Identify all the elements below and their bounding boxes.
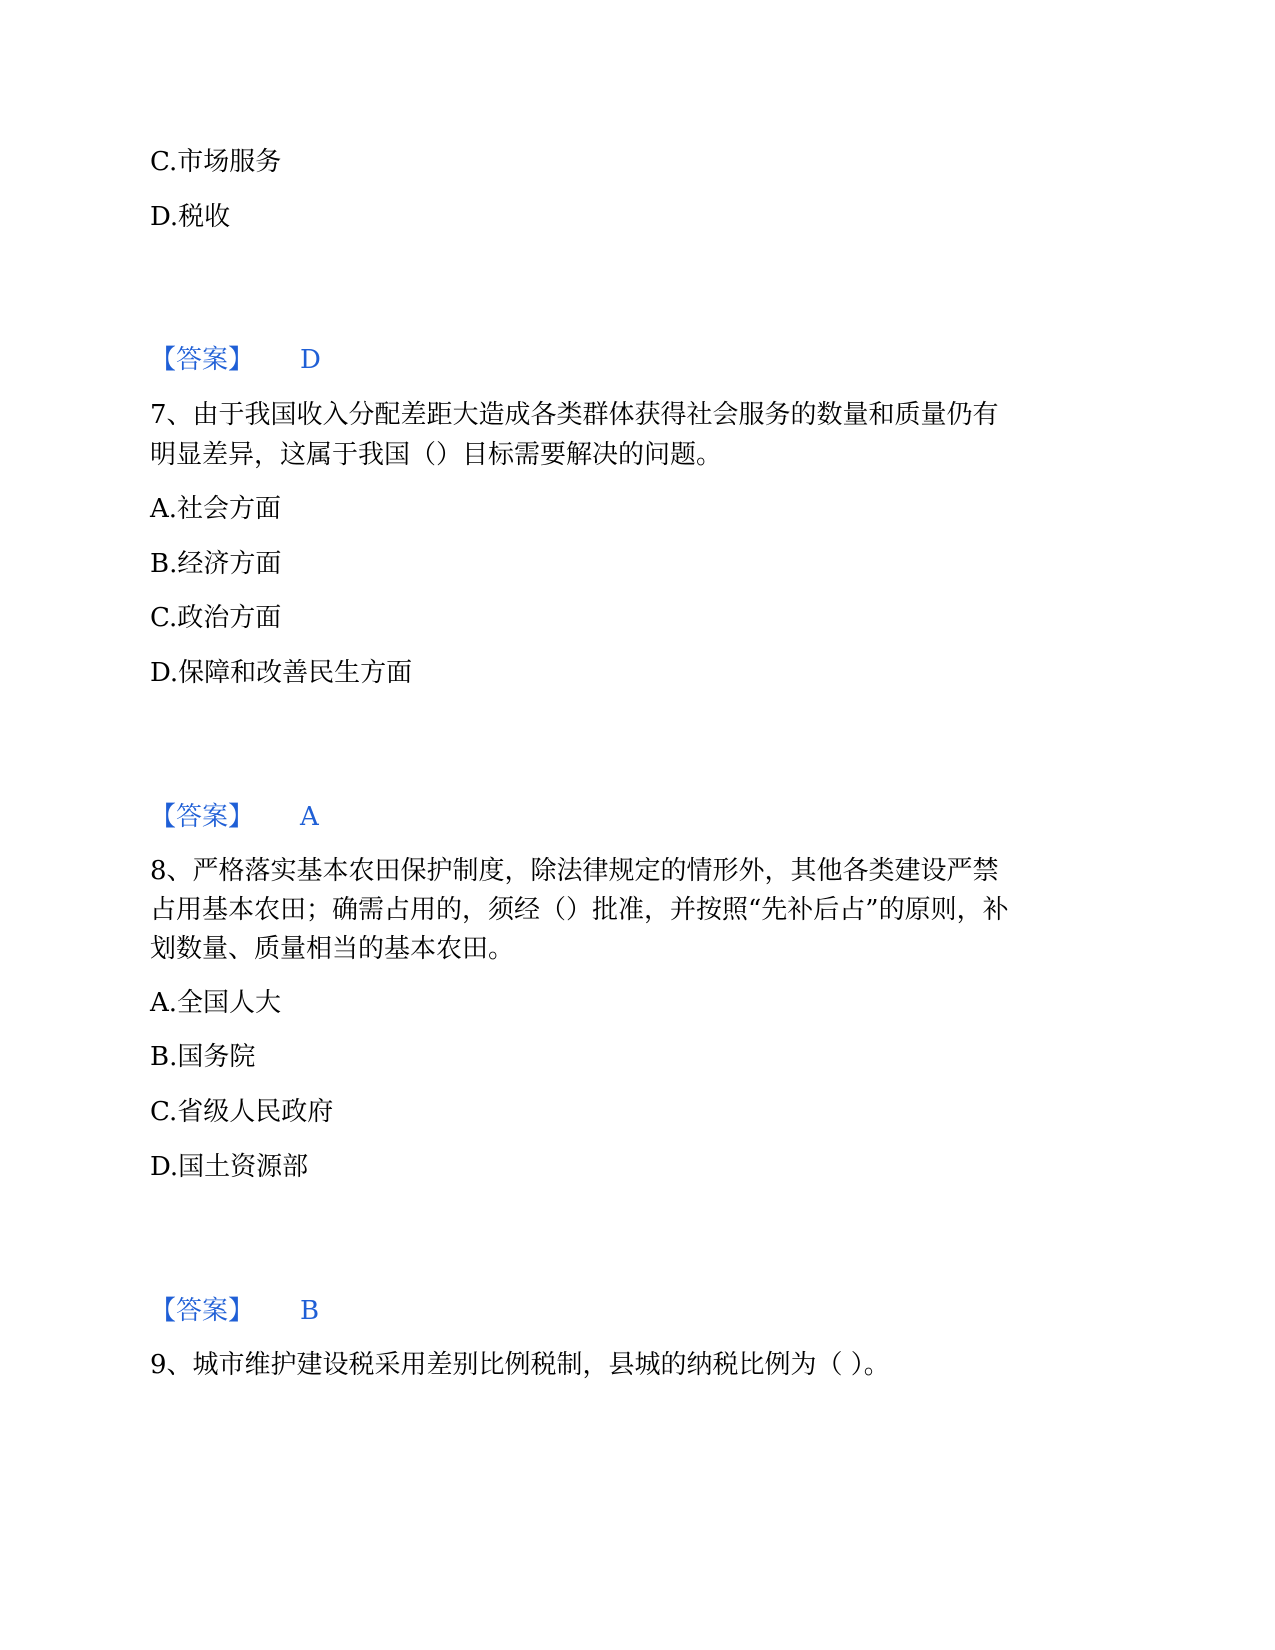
q8-option-b: B.国务院 bbox=[150, 1042, 256, 1072]
answer-label: 【答案】 bbox=[150, 802, 255, 832]
q8-option-d: D.国土资源部 bbox=[150, 1152, 309, 1182]
q7-answer bbox=[150, 797, 319, 837]
answer-letter: D bbox=[300, 345, 321, 375]
q8-answer bbox=[150, 1291, 319, 1331]
q7-option-c: C.政治方面 bbox=[150, 603, 282, 633]
q7-option-a: A.社会方面 bbox=[150, 494, 282, 524]
q8-stem-line-3: 划数量、质量相当的基本农田。 bbox=[150, 934, 515, 964]
answer-label: 【答案】 bbox=[150, 345, 255, 375]
q7-option-b: B.经济方面 bbox=[150, 549, 282, 579]
q8-option-c: C.省级人民政府 bbox=[150, 1097, 334, 1127]
q7-stem-line-2: 明显差异，这属于我国（）目标需要解决的问题。 bbox=[150, 440, 723, 470]
q8-stem-line-1: 8、严格落实基本农田保护制度，除法律规定的情形外，其他各类建设严禁 bbox=[150, 856, 999, 886]
q6-option-d: D.税收 bbox=[150, 202, 231, 232]
q8-option-a: A.全国人大 bbox=[150, 988, 282, 1018]
q8-stem-line-2: 占用基本农田；确需占用的，须经（）批准，并按照“先补后占”的原则，补 bbox=[150, 895, 1009, 925]
q7-option-d: D.保障和改善民生方面 bbox=[150, 658, 413, 688]
q7-stem-line-1: 7、由于我国收入分配差距大造成各类群体获得社会服务的数量和质量仍有 bbox=[150, 400, 999, 430]
answer-letter: B bbox=[300, 1296, 320, 1326]
q6-answer bbox=[150, 340, 321, 380]
q6-option-c: C.市场服务 bbox=[150, 147, 282, 177]
q9-stem-line-1: 9、城市维护建设税采用差别比例税制，县城的纳税比例为（ ）。 bbox=[150, 1350, 890, 1380]
answer-letter: A bbox=[300, 802, 319, 832]
answer-label: 【答案】 bbox=[150, 1296, 255, 1326]
